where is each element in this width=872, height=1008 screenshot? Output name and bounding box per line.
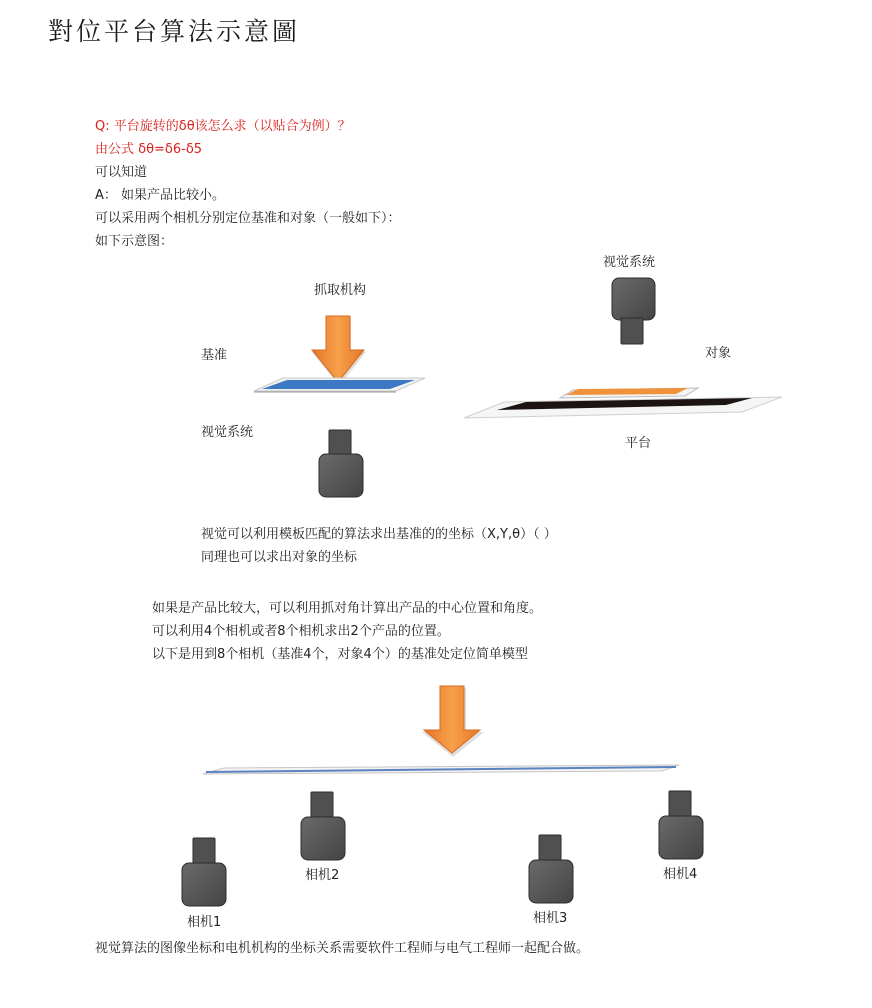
object-label: 对象 [705,346,732,361]
press-arrow [422,686,484,757]
camera-4-label: 相机4 [663,867,698,882]
datum-plate [254,378,425,392]
camera-1-label: 相机1 [187,915,222,930]
camera-4 [659,791,703,859]
platform [464,388,782,418]
platform-label: 平台 [625,436,652,451]
camera-left [319,430,363,497]
pick-arrow [312,316,366,386]
formula-line: 由公式 δθ=δ6-δ5 [95,142,203,157]
large-product-line-2: 可以利用4个相机或者8个相机求出2个产品的位置。 [152,624,450,639]
large-product-line-3: 以下是用到8个相机（基准4个，对象4个）的基准处定位简单模型 [152,647,528,662]
long-plate [203,765,679,774]
datum-label: 基准 [201,348,228,363]
intro-line-5: 可以采用两个相机分别定位基准和对象（一般如下）： [95,211,401,226]
camera-2-label: 相机2 [305,868,340,883]
intro-line-3: 可以知道 [95,165,148,180]
datum-coordinate-line: 视觉可以利用模板匹配的算法求出基准的的坐标（X,Y,θ）（ ） [201,527,557,542]
pick-mechanism-label: 抓取机构 [314,283,367,298]
page-title: 對位平台算法示意圖 [48,17,301,46]
vision-system-right-label: 视觉系统 [603,255,656,270]
camera-right [612,278,655,344]
vision-system-left-label: 视觉系统 [201,425,254,440]
large-product-line-1: 如果是产品比较大，可以利用抓对角计算出产品的中心位置和角度。 [152,601,543,616]
intro-line-6: 如下示意图： [95,234,174,249]
object-coordinate-line: 同理也可以求出对象的坐标 [201,550,358,565]
intro-line-4: A： 如果产品比较小。 [95,188,226,203]
camera-2 [301,792,345,860]
camera-1 [182,838,226,906]
camera-3-label: 相机3 [533,911,568,926]
camera-3 [529,835,573,903]
footer-note: 视觉算法的图像坐标和电机机构的坐标关系需要软件工程师与电气工程师一起配合做。 [95,941,590,956]
question-line: Q: 平台旋转的δθ该怎么求（以贴合为例）？ [95,119,351,134]
